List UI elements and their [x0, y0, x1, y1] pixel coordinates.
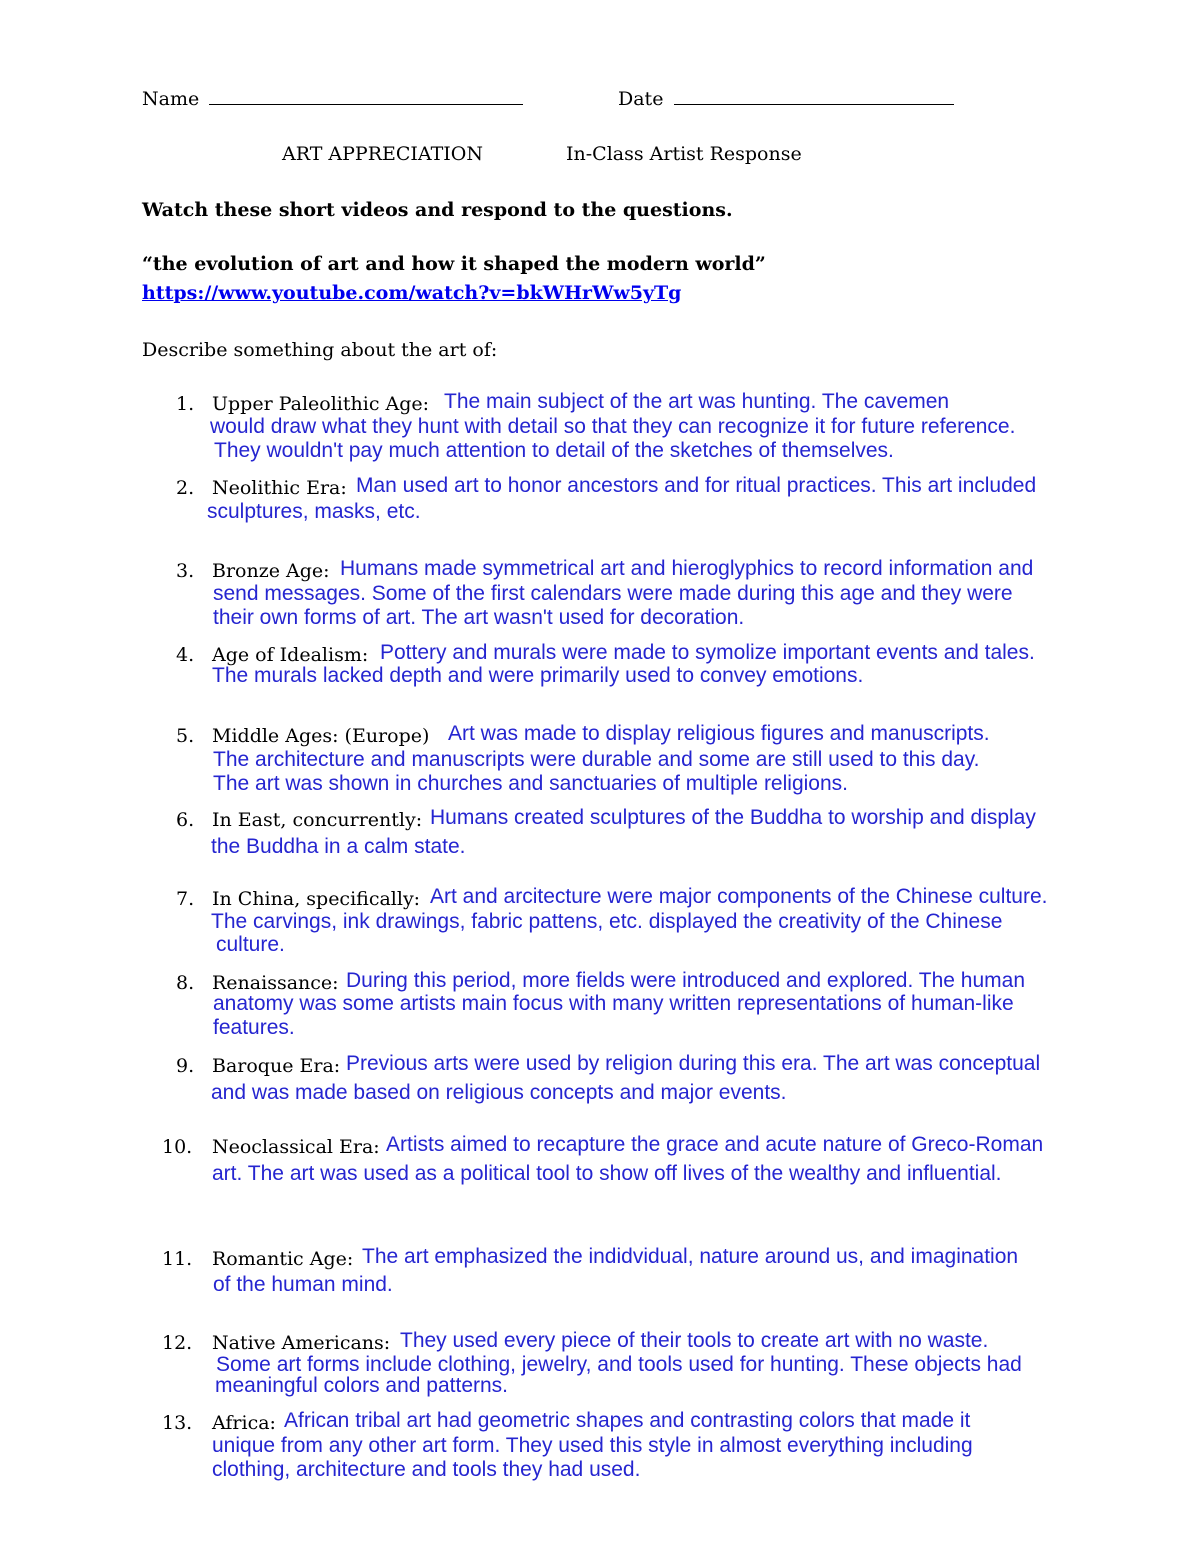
answer-line: Previous arts were used by religion during this era. The art was conceptual [346, 1052, 1041, 1075]
item-label: In East, concurrently: [212, 809, 423, 831]
item-label: Native Americans: [212, 1332, 391, 1354]
answer-line: their own forms of art. The art wasn't used for decoration. [213, 606, 745, 629]
item-number: 1. [176, 393, 195, 415]
item-number: 2. [176, 477, 195, 499]
item-number: 13. [162, 1412, 193, 1434]
name-blank[interactable] [209, 103, 523, 105]
item-number: 10. [162, 1136, 193, 1158]
answer-line: of the human mind. [213, 1273, 393, 1296]
date-blank[interactable] [674, 103, 954, 105]
date-field-row [618, 88, 954, 110]
item-label: In China, specifically: [212, 888, 421, 910]
answer-line: The carvings, ink drawings, fabric pattens, etc. displayed the creativity of the Chinese [211, 910, 1003, 933]
instructions: Watch these short videos and respond to the questions. [142, 199, 733, 221]
answer-line: unique from any other art form. They used this style in almost everything including [212, 1434, 973, 1457]
answer-line: anatomy was some artists main focus with many written representations of human-like [213, 992, 1014, 1015]
answer-line: The main subject of the art was hunting. The cavemen [444, 390, 950, 413]
item-number: 8. [176, 972, 195, 994]
answer-line: Art was made to display religious figures and manuscripts. [448, 722, 990, 745]
answer-line: The art emphasized the indidvidual, nature around us, and imagination [362, 1245, 1019, 1268]
item-number: 7. [176, 888, 195, 910]
answer-line: would draw what they hunt with detail so that they can recognize it for future reference. [210, 415, 1016, 438]
answer-line: Humans made symmetrical art and hieroglyphics to record information and [340, 557, 1034, 580]
video-link[interactable]: https://www.youtube.com/watch?v=bkWHrWw5yTg [142, 282, 682, 304]
item-number: 4. [176, 644, 195, 666]
answer-line: Art and arcitecture were major components of the Chinese culture. [430, 885, 1048, 908]
answer-line: The architecture and manuscripts were durable and some are still used to this day. [213, 748, 980, 771]
item-number: 11. [162, 1248, 193, 1270]
item-label: Neoclassical Era: [212, 1136, 380, 1158]
item-number: 5. [176, 725, 195, 747]
answer-line: and was made based on religious concepts and major events. [211, 1081, 787, 1104]
answer-line: African tribal art had geometric shapes and contrasting colors that made it [284, 1409, 971, 1432]
item-label: Renaissance: [212, 972, 339, 994]
answer-line: The art was shown in churches and sanctuaries of multiple religions. [213, 772, 848, 795]
item-label: Bronze Age: [212, 560, 330, 582]
item-label: Baroque Era: [212, 1055, 341, 1077]
answer-line: Artists aimed to recapture the grace and acute nature of Greco-Roman [386, 1133, 1044, 1156]
item-number: 6. [176, 809, 195, 831]
course-title: ART APPRECIATION [282, 143, 483, 165]
video-title: “the evolution of art and how it shaped the modern world” [142, 253, 766, 275]
item-label: Middle Ages: (Europe) [212, 725, 430, 747]
prompt-text: Describe something about the art of: [142, 339, 498, 361]
item-label: Romantic Age: [212, 1248, 354, 1270]
answer-line: meaningful colors and patterns. [215, 1374, 509, 1397]
name-label: Name [142, 88, 200, 110]
answer-line: Man used art to honor ancestors and for ritual practices. This art included [356, 474, 1037, 497]
item-label: Neolithic Era: [212, 477, 347, 499]
item-label: Age of Idealism: [212, 644, 369, 666]
answer-line: Some art forms include clothing, jewelry, and tools used for hunting. These objects had [216, 1353, 1022, 1376]
name-field-row [142, 88, 523, 110]
answer-line: Pottery and murals were made to symolize important events and tales. [380, 641, 1035, 664]
answer-line: send messages. Some of the first calendars were made during this age and they were [213, 582, 1013, 605]
item-number: 9. [176, 1055, 195, 1077]
item-label: Upper Paleolithic Age: [212, 393, 430, 415]
item-label: Africa: [212, 1412, 276, 1434]
answer-line: They wouldn't pay much attention to detail of the sketches of themselves. [214, 439, 894, 462]
answer-line: sculptures, masks, etc. [207, 500, 421, 523]
answer-line: They used every piece of their tools to create art with no waste. [400, 1329, 989, 1352]
answer-line: Humans created sculptures of the Buddha to worship and display [430, 806, 1036, 829]
answer-line: clothing, architecture and tools they had used. [212, 1458, 641, 1481]
answer-line: During this period, more fields were introduced and explored. The human [346, 969, 1025, 992]
item-number: 12. [162, 1332, 193, 1354]
answer-line: the Buddha in a calm state. [211, 835, 466, 858]
answer-line: art. The art was used as a political tool to show off lives of the wealthy and influential. [212, 1162, 1002, 1185]
answer-line: The murals lacked depth and were primarily used to convey emotions. [212, 664, 864, 687]
date-label: Date [618, 88, 664, 110]
assignment-title: In-Class Artist Response [566, 143, 802, 165]
item-number: 3. [176, 560, 195, 582]
answer-line: culture. [216, 933, 285, 956]
answer-line: features. [213, 1016, 295, 1039]
